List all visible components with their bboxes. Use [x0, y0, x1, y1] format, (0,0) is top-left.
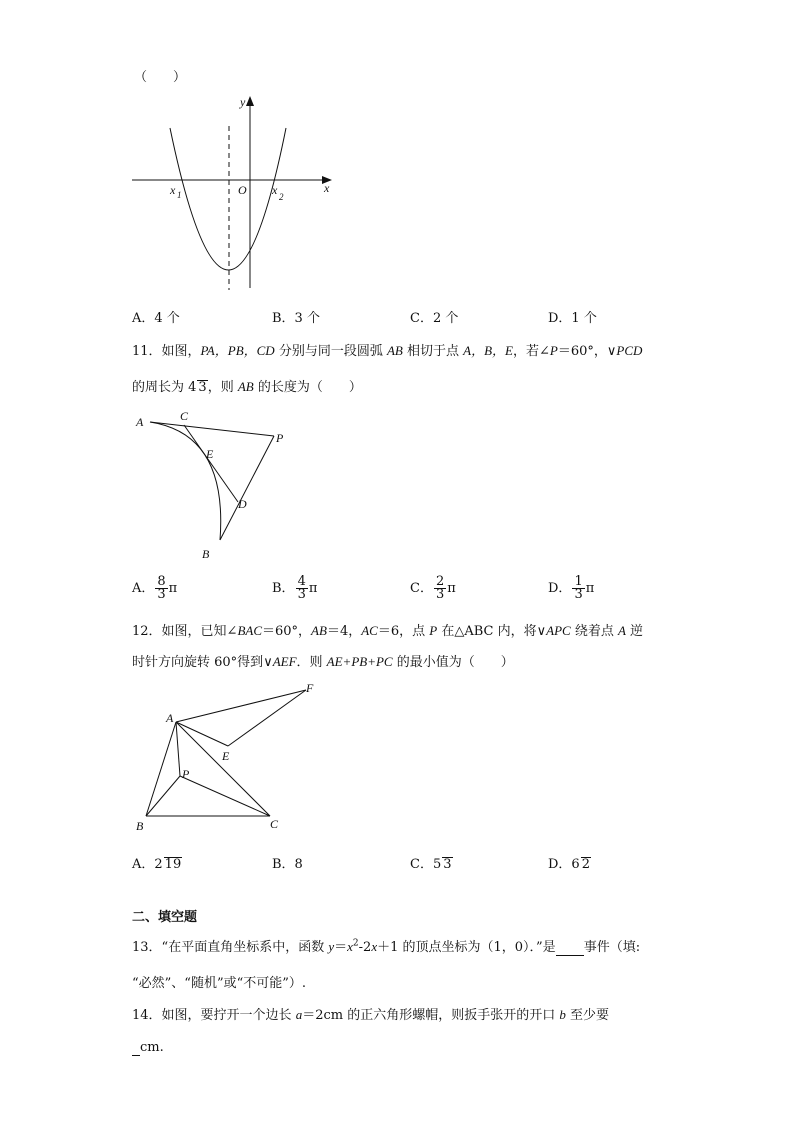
q11-option-d[interactable]: D． $\frac{1}{3}$ π [548, 574, 595, 602]
q11-ask: 的长度为（ ） [253, 380, 362, 395]
q13-stem-line1: 13．“在平面直角坐标系中，函数 $y=x^2-2x+1$ 的顶点坐标为（1，0）．”是 事件（填: [132, 938, 641, 955]
label-e: E [222, 749, 230, 763]
x2-label: x [272, 183, 278, 197]
q12-option-d[interactable]: D．6 2 [548, 857, 590, 872]
q12-option-c[interactable]: C．5 3 [410, 857, 452, 872]
y-axis-arrow [246, 96, 254, 106]
label-p: P [276, 431, 284, 445]
label-a: A [166, 711, 174, 725]
segment-ae [176, 722, 228, 746]
q11-then: ，则 [207, 380, 238, 395]
segment-ef [228, 690, 306, 746]
q10-answer-paren: （ ） [134, 70, 187, 85]
label-b: B [202, 547, 210, 561]
section-heading-fill-in: 二、填空题 [132, 910, 198, 925]
q10-parabola-figure [128, 92, 338, 292]
q11-perimeter-text: 的周长为 4 [132, 380, 197, 395]
x2-subscript: 2 [279, 192, 284, 202]
q11-mid2: 相切于点 [402, 344, 464, 359]
label-b: B [136, 819, 144, 833]
segment-cd [184, 425, 238, 502]
y-axis-label: y [240, 95, 246, 109]
segment-pc [180, 776, 270, 816]
q11-tangent-figure [132, 408, 302, 566]
q10-option-c[interactable]: C．2 个 [410, 311, 459, 326]
segment-ac [176, 722, 270, 816]
q11-angle-prefix: ，若∠ [512, 344, 550, 359]
label-p: P [182, 767, 190, 781]
label-d: D [238, 497, 247, 511]
q13-answer-blank[interactable] [556, 940, 584, 956]
q14-answer-blank[interactable] [132, 1040, 140, 1056]
q12-option-b[interactable]: B．8 [272, 857, 303, 872]
label-c: C [180, 409, 189, 423]
q14-stem-line1: 14．如图，要拧开一个边长 a＝2cm 的正六角形螺帽，则扳手张开的开口 b 至少要 [132, 1007, 609, 1023]
q11-triangle-symbol: ∨ [606, 344, 617, 359]
segment-pa [150, 422, 274, 436]
segment-af [176, 690, 306, 722]
origin-label: O [238, 183, 247, 197]
q10-option-b[interactable]: B．3 个 [272, 311, 320, 326]
x1-label: x [170, 183, 176, 197]
q11-tangent-lines: PA，PB，CD [200, 343, 275, 358]
arc-ab [150, 422, 221, 540]
q11-triangle-name: PCD [616, 343, 643, 358]
q11-mid: 分别与同一段圆弧 [274, 344, 387, 359]
q11-sqrt: 3 [198, 380, 207, 395]
segment-pb [146, 776, 180, 816]
q11-option-a[interactable]: A． $\frac{8}{3}$ π [132, 574, 178, 602]
q11-prefix: 11．如图， [132, 344, 201, 359]
segment-ab [146, 722, 176, 816]
label-c: C [270, 817, 279, 831]
parabola-curve [170, 128, 286, 270]
q12-option-a[interactable]: A．2 19 [132, 857, 182, 872]
x-axis-label: x [324, 181, 330, 195]
q13-stem-line2: “必然”、“随机”或“不可能”）. [132, 976, 307, 991]
q11-arc-name: AB [386, 343, 403, 358]
label-e: E [206, 447, 214, 461]
q11-stem-line2 [132, 376, 362, 395]
q10-option-d[interactable]: D．1 个 [548, 311, 597, 326]
q11-arc-name-2: AB [237, 379, 254, 394]
q11-option-b[interactable]: B． $\frac{4}{3}$ π [272, 574, 318, 602]
q11-stem-line1 [132, 340, 642, 359]
label-f: F [306, 681, 314, 695]
q11-angle-value: ＝60°， [557, 344, 607, 359]
q10-option-a[interactable]: A．4 个 [132, 311, 180, 326]
q11-angle-var: P [549, 343, 558, 358]
label-a: A [136, 415, 144, 429]
q14-stem-line2: cm. [132, 1040, 164, 1056]
segment-pa [176, 722, 180, 776]
q11-tangent-points: A，B，E [463, 343, 513, 358]
q12-stem-line1: 12．如图，已知∠BAC＝60°，AB＝4，AC＝6，点 P 在△ABC 内，将∨APC 绕着点 A 逆 [132, 623, 644, 639]
q12-stem-line2: 时针方向旋转 60°得到∨AEF．则 AE+PB+PC 的最小值为（ ） [132, 654, 514, 670]
x1-subscript: 1 [177, 190, 182, 200]
q12-rotation-figure [132, 680, 332, 836]
q11-option-c[interactable]: C． $\frac{2}{3}$ π [410, 574, 456, 602]
